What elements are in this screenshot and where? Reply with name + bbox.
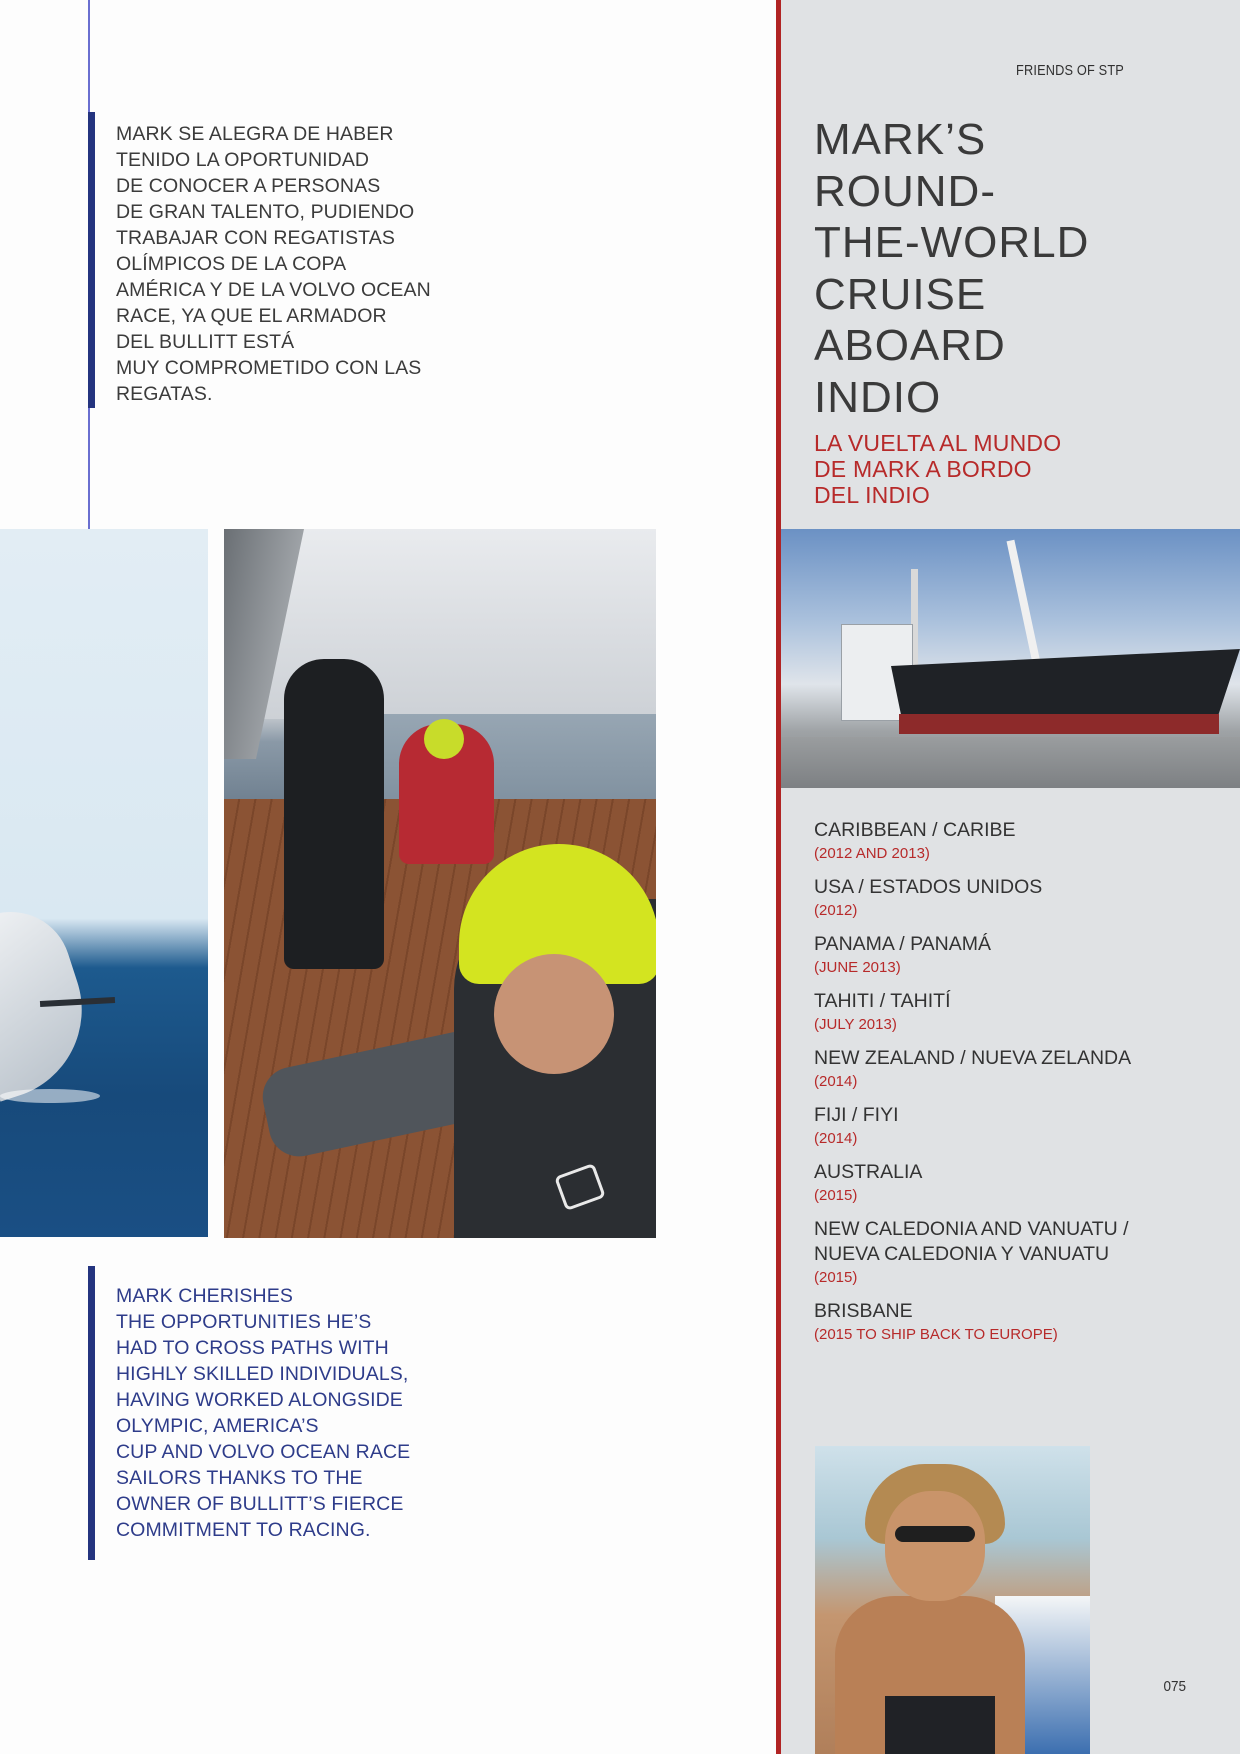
itinerary-item (814, 989, 1194, 1036)
crew-helmsman (284, 659, 384, 969)
itinerary-item (814, 1160, 1194, 1207)
stop-place: AUSTRALIA (814, 1161, 923, 1183)
stop-date: (2014) (814, 1073, 858, 1090)
crew-selfie-face (494, 954, 614, 1074)
ship-dock (781, 737, 1240, 788)
pull-quote-spanish: MARK SE ALEGRA DE HABER TENIDO LA OPORTUNIDAD DE CONOCER A PERSONAS DE GRAN TALENTO, PUDIENDO TRABAJAR CON REGATISTAS OLÍMPICOS DE LA COPA AMÉRICA Y DE LA VOLVO OCEAN RACE, YA QUE EL ARMADOR DEL BULLITT ESTÁ MUY COMPROMETIDO CON LAS REGATAS. (116, 123, 431, 405)
ship-waterline (899, 714, 1219, 734)
itinerary-item (814, 1217, 1194, 1289)
stop-place: NEW CALEDONIA AND VANUATU / NUEVA CALEDONIA Y VANUATU (814, 1218, 1129, 1265)
itinerary-item (814, 1103, 1194, 1150)
crew-sailor-hood (424, 719, 464, 759)
stop-place: NEW ZEALAND / NUEVA ZELANDA (814, 1047, 1132, 1069)
article-title: MARK’S ROUND- THE-WORLD CRUISE ABOARD INDIO (814, 115, 1090, 422)
portrait-face (885, 1491, 985, 1601)
pull-quote-english: MARK CHERISHES THE OPPORTUNITIES HE’S HAD TO CROSS PATHS WITH HIGHLY SKILLED INDIVIDUALS, HAVING WORKED ALONGSIDE OLYMPIC, AMERICA’S CUP AND VOLVO OCEAN RACE SAILORS THANKS TO THE OWNER OF BULLITT’S FIERCE COMMITMENT TO RACING. (116, 1285, 411, 1541)
stop-date: (2012) (814, 902, 858, 919)
stop-place: PANAMA / PANAMÁ (814, 933, 991, 955)
itinerary-item (814, 875, 1194, 922)
stop-date: (2014) (814, 1130, 858, 1147)
itinerary-list (814, 818, 1194, 1356)
stop-date: (JULY 2013) (814, 1016, 897, 1033)
stop-place: FIJI / FIYI (814, 1104, 899, 1126)
photo-crew-selfie (224, 529, 656, 1238)
stop-place: USA / ESTADOS UNIDOS (814, 876, 1043, 898)
photo-cargo-ship (781, 529, 1240, 788)
sidebar-red-rule (776, 0, 781, 1754)
itinerary-item (814, 932, 1194, 979)
itinerary-item (814, 1046, 1194, 1093)
photo-yacht-sailing (0, 529, 208, 1237)
sunglasses-icon (895, 1526, 975, 1542)
stop-date: (JUNE 2013) (814, 959, 901, 976)
stop-place: TAHITI / TAHITÍ (814, 990, 951, 1012)
stop-date: (2012 AND 2013) (814, 845, 930, 862)
page-number: 075 (1163, 1678, 1186, 1695)
portrait-shorts (885, 1696, 995, 1754)
quote-en-bar (88, 1266, 95, 1560)
itinerary-item (814, 1299, 1194, 1346)
itinerary-item (814, 818, 1194, 865)
sea-foam (0, 1089, 100, 1103)
stop-date: (2015 TO SHIP BACK TO EUROPE) (814, 1326, 1058, 1343)
stop-date: (2015) (814, 1187, 858, 1204)
stop-place: CARIBBEAN / CARIBE (814, 819, 1016, 841)
stop-place: BRISBANE (814, 1300, 913, 1322)
section-label: FRIENDS OF STP (1016, 62, 1124, 79)
article-subtitle-spanish: LA VUELTA AL MUNDO DE MARK A BORDO DEL INDIO (814, 430, 1062, 508)
stop-date: (2015) (814, 1269, 858, 1286)
photo-mark-portrait (815, 1446, 1090, 1754)
ship-crane (1007, 540, 1044, 679)
quote-es-bar (88, 112, 95, 408)
